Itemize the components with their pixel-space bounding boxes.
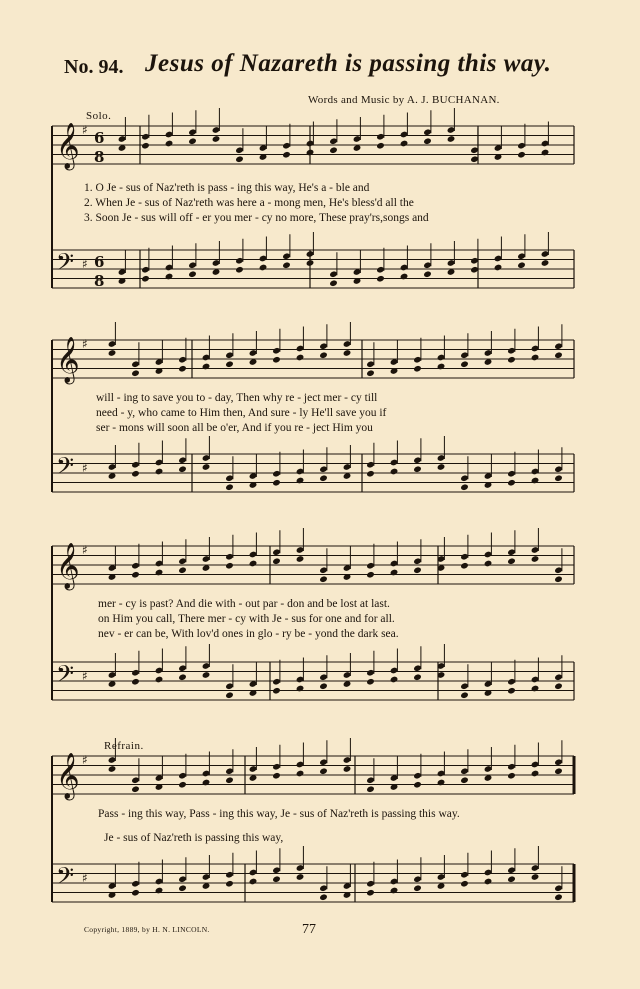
- notehead: [155, 468, 164, 476]
- lyric-line: 1. O Je - sus of Naz'reth is pass - ing this way, He's a - ble and: [84, 182, 370, 194]
- notehead: [178, 781, 187, 789]
- notehead: [541, 149, 550, 157]
- notehead: [366, 889, 375, 897]
- copyright-notice: Copyright, 1889, by H. N. LINCOLN.: [84, 925, 210, 934]
- notehead: [366, 470, 375, 478]
- notehead: [296, 770, 305, 778]
- refrain-label: Refrain.: [104, 740, 144, 752]
- notehead: [225, 562, 234, 570]
- notehead: [366, 785, 375, 793]
- notehead: [413, 566, 422, 574]
- time-signature: 8: [94, 272, 105, 290]
- sharp-key-signature: ♯: [82, 753, 88, 767]
- notehead: [212, 135, 221, 143]
- notehead: [400, 273, 409, 281]
- notehead: [554, 893, 563, 901]
- notehead: [131, 470, 140, 478]
- notehead: [329, 146, 338, 154]
- notehead: [517, 151, 526, 159]
- notehead: [141, 142, 150, 150]
- notehead: [259, 264, 268, 272]
- notehead: [531, 873, 540, 881]
- notehead: [272, 875, 281, 883]
- lyric-line: mer - cy is past? And die with - out par - don and be lost at last.: [98, 598, 390, 610]
- notehead: [460, 691, 469, 699]
- notehead: [296, 354, 305, 362]
- notehead: [423, 270, 432, 278]
- notehead: [131, 889, 140, 897]
- notehead: [507, 557, 516, 565]
- lyric-line: need - y, who came to Him then, And sure - ly He'll save you if: [96, 407, 387, 419]
- notehead: [554, 351, 563, 359]
- notehead: [413, 673, 422, 681]
- notehead: [460, 562, 469, 570]
- sharp-key-signature: ♯: [82, 871, 88, 885]
- notehead: [484, 878, 493, 886]
- notehead: [413, 781, 422, 789]
- sharp-key-signature: ♯: [82, 257, 88, 271]
- notehead: [178, 365, 187, 373]
- notehead: [155, 569, 164, 577]
- page-number: 77: [302, 922, 316, 937]
- notehead: [413, 465, 422, 473]
- bass-clef: 𝄢: [56, 248, 75, 281]
- notehead: [400, 140, 409, 148]
- notehead: [202, 671, 211, 679]
- notehead: [225, 880, 234, 888]
- notehead: [531, 685, 540, 693]
- hymn-number: No. 94.: [64, 56, 124, 78]
- notehead: [131, 785, 140, 793]
- notehead: [507, 356, 516, 364]
- hymn-title: Jesus of Nazareth is passing this way.: [145, 50, 552, 77]
- lyric-line: on Him you call, There mer - cy with Je - sus for one and for all.: [98, 613, 395, 625]
- lyric-line: will - ing to save you to - day, Then why re - ject mer - cy till: [96, 392, 378, 404]
- treble-clef: 𝄞: [56, 123, 80, 169]
- lyric-line: nev - er can be, With lov'd ones in glo - ry be - yond the dark sea.: [98, 628, 399, 640]
- notehead: [108, 349, 117, 357]
- sharp-key-signature: ♯: [82, 337, 88, 351]
- notehead: [390, 569, 399, 577]
- author-credit: Words and Music by A. J. BUCHANAN.: [308, 94, 500, 106]
- notehead: [178, 884, 187, 892]
- notehead: [494, 264, 503, 272]
- notehead: [155, 676, 164, 684]
- notehead: [460, 880, 469, 888]
- notehead: [108, 765, 117, 773]
- notehead: [460, 360, 469, 368]
- sharp-key-signature: ♯: [82, 669, 88, 683]
- notehead: [249, 878, 258, 886]
- notehead: [554, 575, 563, 583]
- sharp-key-signature: ♯: [82, 123, 88, 137]
- notehead: [155, 887, 164, 895]
- notehead: [306, 259, 315, 267]
- notehead: [531, 555, 540, 563]
- notehead: [554, 474, 563, 482]
- notehead: [131, 369, 140, 377]
- notehead: [376, 275, 385, 283]
- notehead: [249, 560, 258, 568]
- notehead: [202, 779, 211, 787]
- lyric-line: ser - mons will soon all be o'er, And if you re - ject Him you: [96, 422, 373, 434]
- notehead: [484, 560, 493, 568]
- notehead: [413, 365, 422, 373]
- notehead: [272, 557, 281, 565]
- notehead: [541, 259, 550, 267]
- notehead: [319, 351, 328, 359]
- notehead: [296, 685, 305, 693]
- notehead: [225, 691, 234, 699]
- notehead: [165, 273, 174, 281]
- notehead: [319, 575, 328, 583]
- notehead: [554, 767, 563, 775]
- notehead: [178, 673, 187, 681]
- bass-clef: 𝄢: [56, 452, 75, 485]
- notehead: [507, 875, 516, 883]
- notehead: [272, 772, 281, 780]
- treble-clef: 𝄞: [56, 753, 80, 799]
- notehead: [460, 776, 469, 784]
- notehead: [282, 151, 291, 159]
- notehead: [437, 463, 446, 471]
- notehead: [437, 363, 446, 371]
- notehead: [225, 360, 234, 368]
- notehead: [390, 887, 399, 895]
- notehead: [531, 477, 540, 485]
- notehead: [343, 765, 352, 773]
- time-signature: 6: [94, 129, 105, 147]
- notehead: [413, 884, 422, 892]
- notehead: [282, 261, 291, 269]
- notehead: [343, 349, 352, 357]
- notehead: [531, 770, 540, 778]
- treble-clef: 𝄞: [56, 337, 80, 383]
- notehead: [366, 571, 375, 579]
- notehead: [329, 279, 338, 287]
- time-signature: 6: [94, 253, 105, 271]
- notehead: [296, 873, 305, 881]
- sharp-key-signature: ♯: [82, 461, 88, 475]
- notehead: [366, 369, 375, 377]
- notehead: [306, 149, 315, 157]
- notehead: [319, 682, 328, 690]
- notehead: [319, 767, 328, 775]
- notehead: [141, 275, 150, 283]
- treble-clef: 𝄞: [56, 543, 80, 589]
- notehead: [296, 477, 305, 485]
- notehead: [554, 682, 563, 690]
- lyric-line: Je - sus of Naz'reth is passing this way,: [104, 832, 284, 844]
- bass-clef: 𝄢: [56, 862, 75, 895]
- lyric-line: 3. Soon Je - sus will off - er you mer - cy no more, These pray'rs,songs and: [84, 212, 429, 224]
- notehead: [131, 571, 140, 579]
- notehead: [460, 483, 469, 491]
- bass-clef: 𝄢: [56, 660, 75, 693]
- notehead: [178, 566, 187, 574]
- notehead: [390, 468, 399, 476]
- notehead: [319, 474, 328, 482]
- notehead: [131, 678, 140, 686]
- notehead: [390, 676, 399, 684]
- notehead: [165, 140, 174, 148]
- lyric-line: 2. When Je - sus of Naz'reth was here a - mong men, He's bless'd all the: [84, 197, 414, 209]
- notehead: [507, 687, 516, 695]
- notehead: [319, 893, 328, 901]
- notehead: [376, 142, 385, 150]
- notehead: [225, 776, 234, 784]
- sharp-key-signature: ♯: [82, 543, 88, 557]
- notehead: [225, 483, 234, 491]
- notehead: [178, 465, 187, 473]
- notehead: [272, 356, 281, 364]
- notehead: [531, 354, 540, 362]
- lyric-line: Pass - ing this way, Pass - ing this way, Je - sus of Naz'reth is passing this way.: [98, 808, 460, 820]
- notehead: [188, 137, 197, 145]
- notehead: [517, 261, 526, 269]
- notehead: [202, 363, 211, 371]
- notehead: [188, 270, 197, 278]
- solo-label: Solo.: [86, 110, 112, 122]
- notehead: [235, 266, 244, 274]
- notehead: [507, 479, 516, 487]
- notehead: [272, 687, 281, 695]
- notehead: [423, 137, 432, 145]
- notehead: [366, 678, 375, 686]
- notehead: [296, 555, 305, 563]
- notehead: [437, 779, 446, 787]
- notehead: [507, 772, 516, 780]
- notehead: [272, 479, 281, 487]
- notehead: [235, 155, 244, 163]
- time-signature: 8: [94, 148, 105, 166]
- notehead: [447, 135, 456, 143]
- notehead: [202, 463, 211, 471]
